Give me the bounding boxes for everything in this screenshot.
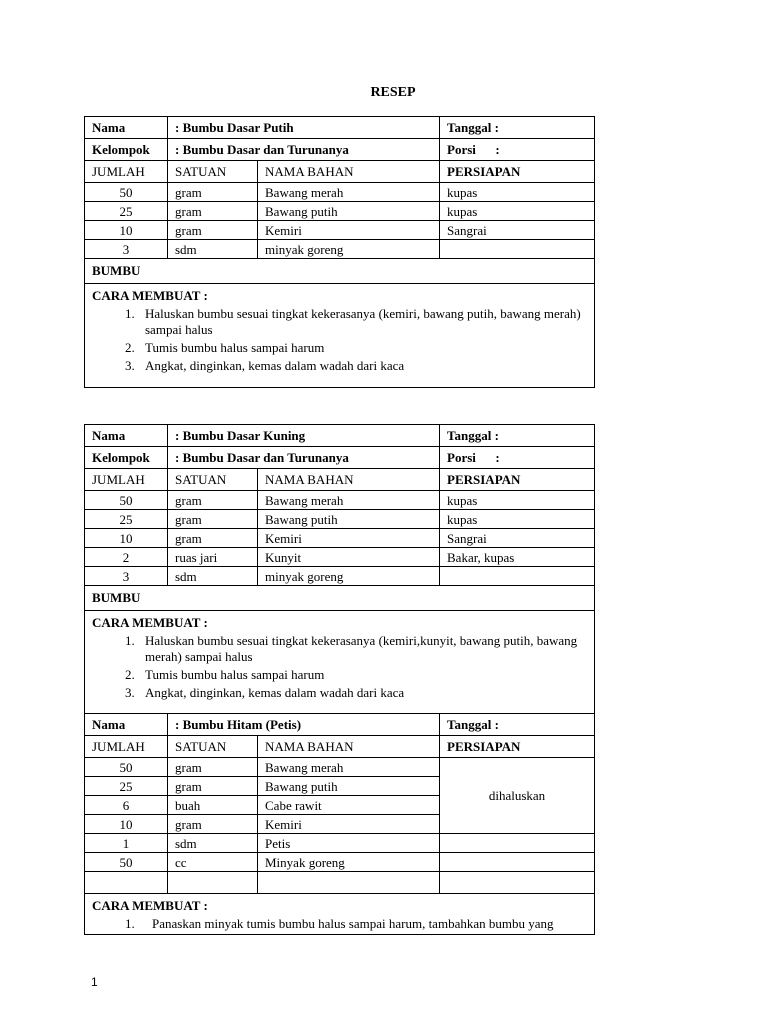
persiapan-cell: kupas bbox=[440, 510, 595, 529]
jumlah-cell: 6 bbox=[85, 796, 168, 815]
jumlah-cell: 3 bbox=[85, 240, 168, 259]
table-row bbox=[85, 491, 595, 510]
bahan-cell: Bawang merah bbox=[258, 183, 440, 202]
tanggal-label: Tanggal : bbox=[440, 117, 595, 139]
satuan-cell: gram bbox=[168, 777, 258, 796]
nama-value: : Bumbu Hitam (Petis) bbox=[168, 714, 440, 736]
jumlah-cell: 50 bbox=[85, 758, 168, 777]
table-row bbox=[85, 548, 595, 567]
satuan-cell: sdm bbox=[168, 567, 258, 586]
nama-label: Nama bbox=[85, 714, 168, 736]
step-item: 3. Angkat, dinginkan, kemas dalam wadah dari kaca bbox=[138, 685, 587, 701]
col-persiapan: PERSIAPAN bbox=[440, 161, 595, 183]
satuan-cell: ruas jari bbox=[168, 548, 258, 567]
persiapan-cell bbox=[440, 567, 595, 586]
jumlah-cell: 3 bbox=[85, 567, 168, 586]
persiapan-cell: kupas bbox=[440, 491, 595, 510]
satuan-cell: gram bbox=[168, 221, 258, 240]
nama-label: Nama bbox=[85, 117, 168, 139]
bahan-cell: Kemiri bbox=[258, 529, 440, 548]
col-jumlah: JUMLAH bbox=[85, 469, 168, 491]
bahan-cell: minyak goreng bbox=[258, 567, 440, 586]
satuan-cell: gram bbox=[168, 491, 258, 510]
bahan-cell: Bawang putih bbox=[258, 510, 440, 529]
cara-membuat-section bbox=[85, 611, 595, 714]
persiapan-cell: Sangrai bbox=[440, 221, 595, 240]
satuan-cell: gram bbox=[168, 529, 258, 548]
satuan-cell: sdm bbox=[168, 240, 258, 259]
table-row bbox=[85, 758, 595, 777]
cara-membuat-label: CARA MEMBUAT : bbox=[92, 898, 208, 913]
kelompok-value: : Bumbu Dasar dan Turunanya bbox=[168, 139, 440, 161]
persiapan-cell: Bakar, kupas bbox=[440, 548, 595, 567]
bahan-cell: Bawang putih bbox=[258, 202, 440, 221]
jumlah-cell: 25 bbox=[85, 510, 168, 529]
jumlah-cell: 2 bbox=[85, 548, 168, 567]
jumlah-cell: 10 bbox=[85, 221, 168, 240]
bumbu-label: BUMBU bbox=[85, 259, 595, 284]
porsi-label: Porsi : bbox=[440, 447, 595, 469]
jumlah-cell: 50 bbox=[85, 491, 168, 510]
empty-cell bbox=[440, 872, 595, 894]
page-number: 1 bbox=[91, 975, 98, 989]
tanggal-label: Tanggal : bbox=[440, 714, 595, 736]
steps-list bbox=[92, 916, 587, 932]
empty-cell bbox=[85, 872, 168, 894]
porsi-label: Porsi : bbox=[440, 139, 595, 161]
satuan-cell: gram bbox=[168, 183, 258, 202]
table-row bbox=[85, 221, 595, 240]
col-satuan: SATUAN bbox=[168, 469, 258, 491]
recipe-table-bumbu-dasar-putih bbox=[84, 116, 595, 388]
satuan-cell: gram bbox=[168, 815, 258, 834]
table-row bbox=[85, 240, 595, 259]
bahan-cell: Bawang merah bbox=[258, 758, 440, 777]
bahan-cell: Cabe rawit bbox=[258, 796, 440, 815]
persiapan-cell: kupas bbox=[440, 183, 595, 202]
jumlah-cell: 50 bbox=[85, 853, 168, 872]
jumlah-cell: 25 bbox=[85, 202, 168, 221]
step-item: 3. Angkat, dinginkan, kemas dalam wadah dari kaca bbox=[138, 358, 587, 374]
steps-list bbox=[92, 306, 587, 374]
col-jumlah: JUMLAH bbox=[85, 161, 168, 183]
empty-cell bbox=[258, 872, 440, 894]
satuan-cell: gram bbox=[168, 510, 258, 529]
satuan-cell: gram bbox=[168, 758, 258, 777]
persiapan-cell bbox=[440, 853, 595, 872]
kelompok-label: Kelompok bbox=[85, 447, 168, 469]
step-item: 1. Haluskan bumbu sesuai tingkat kekerasanya (kemiri, bawang putih, bawang merah) sampai halus bbox=[138, 306, 587, 338]
cara-membuat-section bbox=[85, 284, 595, 388]
satuan-cell: sdm bbox=[168, 834, 258, 853]
jumlah-cell: 10 bbox=[85, 529, 168, 548]
col-nama-bahan: NAMA BAHAN bbox=[258, 161, 440, 183]
bahan-cell: Kemiri bbox=[258, 815, 440, 834]
empty-row bbox=[85, 872, 595, 894]
steps-list bbox=[92, 633, 587, 701]
table-row bbox=[85, 183, 595, 202]
table-row bbox=[85, 853, 595, 872]
bumbu-label: BUMBU bbox=[85, 586, 595, 611]
jumlah-cell: 25 bbox=[85, 777, 168, 796]
satuan-cell: buah bbox=[168, 796, 258, 815]
jumlah-cell: 50 bbox=[85, 183, 168, 202]
page-title: RESEP bbox=[370, 85, 416, 100]
tanggal-label: Tanggal : bbox=[440, 425, 595, 447]
empty-cell bbox=[168, 872, 258, 894]
bahan-cell: minyak goreng bbox=[258, 240, 440, 259]
col-satuan: SATUAN bbox=[168, 161, 258, 183]
bahan-cell: Bawang putih bbox=[258, 777, 440, 796]
kelompok-value: : Bumbu Dasar dan Turunanya bbox=[168, 447, 440, 469]
col-satuan: SATUAN bbox=[168, 736, 258, 758]
table-row bbox=[85, 529, 595, 548]
nama-value: : Bumbu Dasar Kuning bbox=[168, 425, 440, 447]
persiapan-cell: Sangrai bbox=[440, 529, 595, 548]
nama-value: : Bumbu Dasar Putih bbox=[168, 117, 440, 139]
step-item: 1. Panaskan minyak tumis bumbu halus sampai harum, tambahkan bumbu yang bbox=[138, 916, 587, 932]
persiapan-cell: kupas bbox=[440, 202, 595, 221]
bahan-cell: Kemiri bbox=[258, 221, 440, 240]
cara-membuat-label: CARA MEMBUAT : bbox=[92, 288, 208, 303]
table-row bbox=[85, 834, 595, 853]
step-item: 2. Tumis bumbu halus sampai harum bbox=[138, 667, 587, 683]
table-row bbox=[85, 202, 595, 221]
table-row bbox=[85, 510, 595, 529]
col-jumlah: JUMLAH bbox=[85, 736, 168, 758]
satuan-cell: cc bbox=[168, 853, 258, 872]
recipe-table-bumbu-dasar-kuning bbox=[84, 424, 595, 935]
col-persiapan: PERSIAPAN bbox=[440, 736, 595, 758]
cara-membuat-label: CARA MEMBUAT : bbox=[92, 615, 208, 630]
step-item: 2. Tumis bumbu halus sampai harum bbox=[138, 340, 587, 356]
nama-label: Nama bbox=[85, 425, 168, 447]
persiapan-cell bbox=[440, 834, 595, 853]
bahan-cell: Bawang merah bbox=[258, 491, 440, 510]
persiapan-merged-cell: dihaluskan bbox=[440, 758, 595, 834]
bahan-cell: Kunyit bbox=[258, 548, 440, 567]
col-nama-bahan: NAMA BAHAN bbox=[258, 736, 440, 758]
table-row bbox=[85, 567, 595, 586]
jumlah-cell: 10 bbox=[85, 815, 168, 834]
bahan-cell: Petis bbox=[258, 834, 440, 853]
col-nama-bahan: NAMA BAHAN bbox=[258, 469, 440, 491]
cara-membuat-section bbox=[85, 894, 595, 935]
persiapan-cell bbox=[440, 240, 595, 259]
step-item: 1. Haluskan bumbu sesuai tingkat kekerasanya (kemiri,kunyit, bawang putih, bawang merah) sampai halus bbox=[138, 633, 587, 665]
bahan-cell: Minyak goreng bbox=[258, 853, 440, 872]
recipe-bumbu-hitam-header bbox=[85, 714, 595, 736]
kelompok-label: Kelompok bbox=[85, 139, 168, 161]
jumlah-cell: 1 bbox=[85, 834, 168, 853]
satuan-cell: gram bbox=[168, 202, 258, 221]
col-persiapan: PERSIAPAN bbox=[440, 469, 595, 491]
